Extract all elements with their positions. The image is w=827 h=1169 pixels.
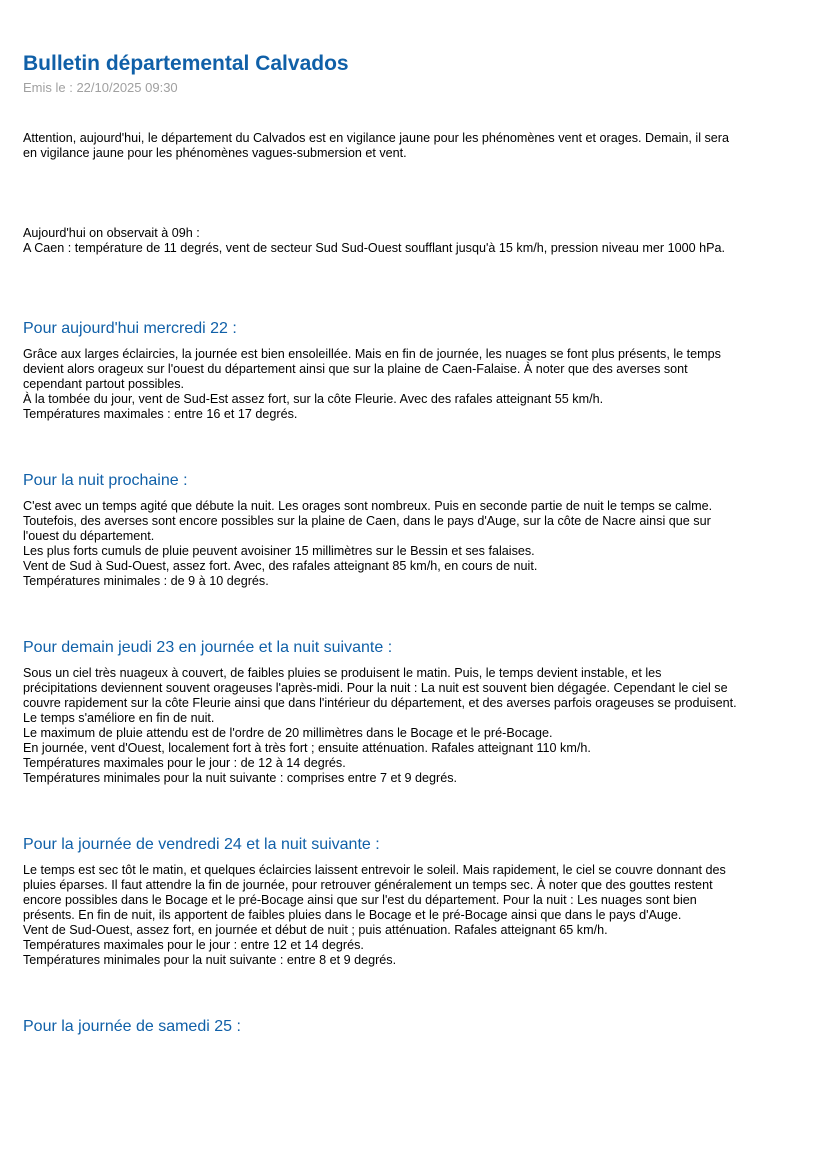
section-body-tonight [23,499,813,589]
text-line: Températures maximales pour le jour : de 12 à 14 degrés. [23,756,346,770]
text-line: Vent de Sud-Ouest, assez fort, en journée et début de nuit ; puis atténuation. Rafales atteignant 65 km/h. [23,923,608,937]
text-line: Vent de Sud à Sud-Ouest, assez fort. Avec, des rafales atteignant 85 km/h, en cours de nuit. [23,559,538,573]
text-line: Le maximum de pluie attendu est de l'ordre de 20 millimètres dans le Bocage et le pré-Bocage. [23,726,553,740]
text-line: cependant partout possibles. [23,377,185,391]
text-line: pluies éparses. Il faut attendre la fin de journée, pour retrouver généralement un temps sec. À noter que des gouttes restent [23,878,713,892]
bulletin-title: Bulletin départemental Calvados [23,52,349,75]
section-title-thursday: Pour demain jeudi 23 en journée et la nuit suivante : [23,639,393,656]
text-line: Les plus forts cumuls de pluie peuvent avoisiner 15 millimètres sur le Bessin et ses falaises. [23,544,535,558]
text-line: C'est avec un temps agité que débute la nuit. Les orages sont nombreux. Puis en seconde partie de nuit le temps se calme. [23,499,713,513]
text-line: En journée, vent d'Ouest, localement fort à très fort ; ensuite atténuation. Rafales atteignant 110 km/h. [23,741,591,755]
text-line: précipitations deviennent souvent orageuses l'après-midi. Pour la nuit : La nuit est souvent bien dégagée. Cependant le ciel se [23,681,728,695]
text-line: devient alors orageux sur l'ouest du département ainsi que sur la plaine de Caen-Falaise. À noter que des averses sont [23,362,688,376]
text-line: encore possibles dans le Bocage et le pré-Bocage ainsi que sur l'est du département. Pour la nuit : Les nuages sont bien [23,893,697,907]
emission-timestamp: Emis le : 22/10/2025 09:30 [23,80,178,95]
text-line: Le temps s'améliore en fin de nuit. [23,711,215,725]
text-line: Sous un ciel très nuageux à couvert, de faibles pluies se produisent le matin. Puis, le temps devient instable, et les [23,666,662,680]
text-line: Températures minimales : de 9 à 10 degrés. [23,574,269,588]
vigilance-paragraph [23,131,813,161]
text-line: en vigilance jaune pour les phénomènes vagues-submersion et vent. [23,146,407,160]
text-line: Le temps est sec tôt le matin, et quelques éclaircies laissent entrevoir le soleil. Mais rapidement, le ciel se couvre donnant des [23,863,726,877]
text-line: Températures minimales pour la nuit suivante : comprises entre 7 et 9 degrés. [23,771,457,785]
text-line: Températures maximales : entre 16 et 17 degrés. [23,407,298,421]
text-line: l'ouest du département. [23,529,155,543]
text-line: Aujourd'hui on observait à 09h : [23,226,200,240]
section-title-today: Pour aujourd'hui mercredi 22 : [23,320,237,337]
section-body-today [23,347,813,422]
text-line: couvre rapidement sur la côte Fleurie ainsi que dans l'intérieur du département, et des averses parfois orageuses se produisent. [23,696,737,710]
observation-paragraph [23,226,813,256]
text-line: Températures minimales pour la nuit suivante : entre 8 et 9 degrés. [23,953,397,967]
section-title-friday: Pour la journée de vendredi 24 et la nuit suivante : [23,836,380,853]
section-title-saturday: Pour la journée de samedi 25 : [23,1018,241,1035]
text-line: Attention, aujourd'hui, le département du Calvados est en vigilance jaune pour les phénomènes vent et orages. Demain, il sera [23,131,729,145]
text-line: présents. En fin de nuit, ils apportent de faibles pluies dans le Bocage et le pré-Bocage ainsi que dans le pays d'Auge. [23,908,682,922]
text-line: A Caen : température de 11 degrés, vent de secteur Sud Sud-Ouest soufflant jusqu'à 15 km/h, pression niveau mer 1000 hPa. [23,241,726,255]
text-line: Grâce aux larges éclaircies, la journée est bien ensoleillée. Mais en fin de journée, les nuages se font plus présents, le temps [23,347,721,361]
section-body-thursday [23,666,813,786]
text-line: Températures maximales pour le jour : entre 12 et 14 degrés. [23,938,364,952]
text-line: À la tombée du jour, vent de Sud-Est assez fort, sur la côte Fleurie. Avec des rafales atteignant 55 km/h. [23,392,604,406]
section-title-tonight: Pour la nuit prochaine : [23,472,188,489]
section-body-friday [23,863,813,968]
text-line: Toutefois, des averses sont encore possibles sur la plaine de Caen, dans le pays d'Auge, sur la côte de Nacre ainsi que sur [23,514,711,528]
